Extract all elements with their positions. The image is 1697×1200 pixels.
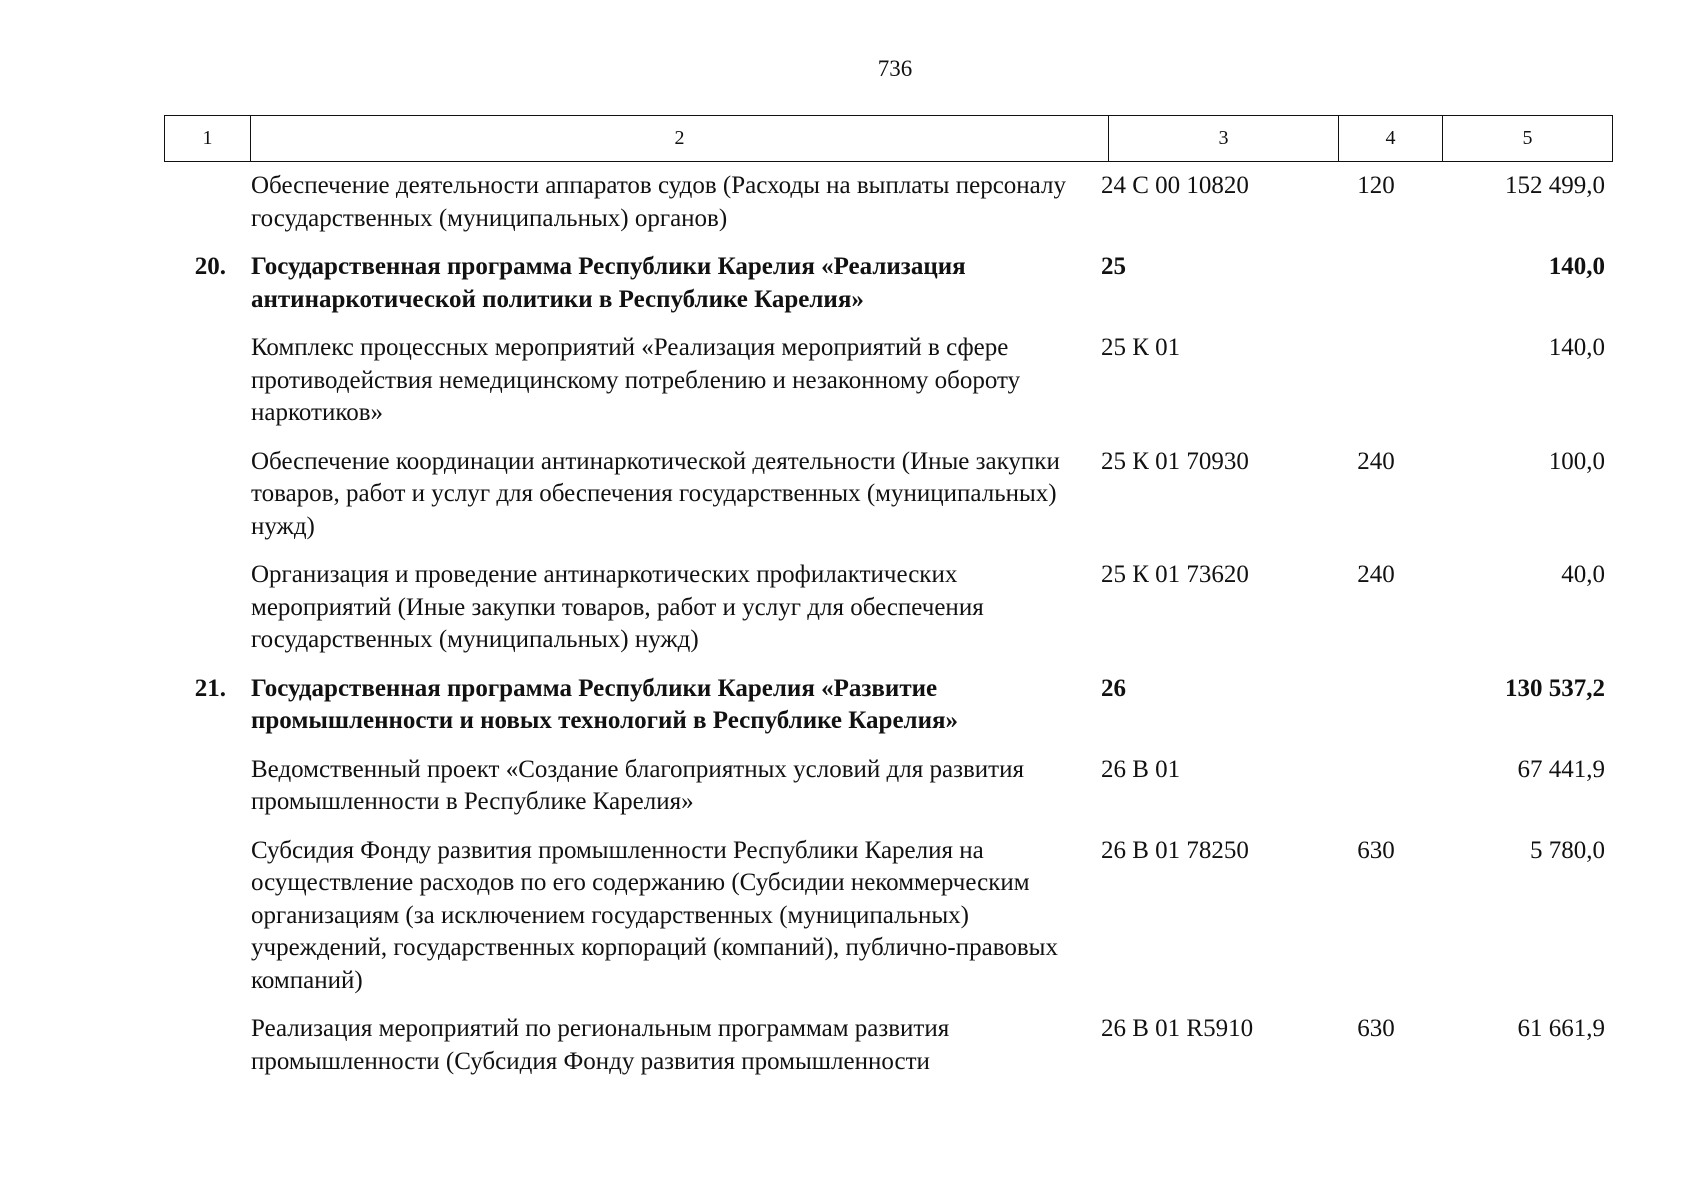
row-code: 25 bbox=[1101, 253, 1126, 280]
row-amount: 5 780,0 bbox=[1530, 836, 1605, 864]
table-row-program bbox=[164, 251, 1612, 316]
row-code: 26 В 01 R5910 bbox=[1101, 1015, 1254, 1042]
row-type: 240 bbox=[1357, 561, 1395, 588]
column-header-1: 1 bbox=[165, 116, 251, 162]
row-code: 26 В 01 bbox=[1101, 755, 1181, 783]
row-amount: 67 441,9 bbox=[1517, 755, 1605, 783]
row-name: Реализация мероприятий по региональным программам развития промышленности (Субсидия Фонду развития промышленности bbox=[251, 1015, 950, 1075]
page-number: 736 bbox=[877, 56, 913, 81]
row-name: Государственная программа Республики Карелия «Развитие промышленности и новых технологий в Республике Карелия» bbox=[251, 674, 958, 734]
table-row bbox=[164, 559, 1612, 657]
row-code: 25 К 01 73620 bbox=[1101, 561, 1249, 588]
column-header-3: 3 bbox=[1109, 116, 1339, 162]
row-number: 21. bbox=[194, 674, 226, 702]
column-header-4: 4 bbox=[1339, 116, 1443, 162]
row-name: Обеспечение координации антинаркотической деятельности (Иные закупки товаров, работ и услуг для обеспечения государственных (муниципальных) нужд) bbox=[251, 447, 1060, 540]
table-row bbox=[164, 835, 1612, 998]
row-code: 25 К 01 bbox=[1101, 334, 1181, 361]
row-code: 26 bbox=[1101, 674, 1126, 702]
row-name: Субсидия Фонду развития промышленности Республики Карелия на осуществление расходов по его содержанию (Субсидии некоммерческим организациям (за исключением государственных (муниципальных) учреждений, государственных корпораций (компаний), публично-правовых компаний) bbox=[251, 836, 1058, 994]
row-number: 20. bbox=[194, 253, 226, 280]
row-type: 630 bbox=[1357, 1015, 1395, 1042]
table-row bbox=[164, 170, 1612, 235]
row-name: Ведомственный проект «Создание благоприятных условий для развития промышленности в Республике Карелия» bbox=[251, 755, 1024, 815]
row-type: 120 bbox=[1357, 172, 1395, 199]
table-row bbox=[164, 754, 1612, 819]
table-row bbox=[164, 1013, 1612, 1078]
row-code: 25 К 01 70930 bbox=[1101, 447, 1249, 475]
row-amount: 130 537,2 bbox=[1505, 674, 1605, 702]
table-body bbox=[164, 170, 1612, 1094]
row-name: Государственная программа Республики Карелия «Реализация антинаркотической политики в Республике Карелия» bbox=[251, 253, 966, 313]
row-type: 240 bbox=[1357, 447, 1395, 475]
row-type: 630 bbox=[1357, 836, 1395, 864]
row-amount: 40,0 bbox=[1561, 561, 1605, 588]
row-code: 26 В 01 78250 bbox=[1101, 836, 1249, 864]
row-name: Комплекс процессных мероприятий «Реализация мероприятий в сфере противодействия немедицинскому потреблению и незаконному обороту наркотиков» bbox=[251, 334, 1021, 426]
table-row bbox=[164, 332, 1612, 430]
table-row bbox=[164, 446, 1612, 544]
row-amount: 152 499,0 bbox=[1505, 172, 1605, 199]
row-amount: 61 661,9 bbox=[1517, 1015, 1605, 1042]
row-code: 24 С 00 10820 bbox=[1101, 172, 1249, 199]
column-header-row bbox=[165, 116, 1613, 162]
row-amount: 140,0 bbox=[1548, 253, 1605, 280]
table-row-program bbox=[164, 673, 1612, 738]
row-name: Организация и проведение антинаркотических профилактических мероприятий (Иные закупки товаров, работ и услуг для обеспечения государственных (муниципальных) нужд) bbox=[251, 561, 984, 653]
column-header-2: 2 bbox=[251, 116, 1109, 162]
row-amount: 140,0 bbox=[1548, 334, 1605, 361]
row-name: Обеспечение деятельности аппаратов судов (Расходы на выплаты персоналу государственных (муниципальных) органов) bbox=[251, 172, 1066, 232]
column-header-5: 5 bbox=[1443, 116, 1613, 162]
row-amount: 100,0 bbox=[1548, 447, 1605, 475]
column-header-table bbox=[164, 115, 1613, 162]
